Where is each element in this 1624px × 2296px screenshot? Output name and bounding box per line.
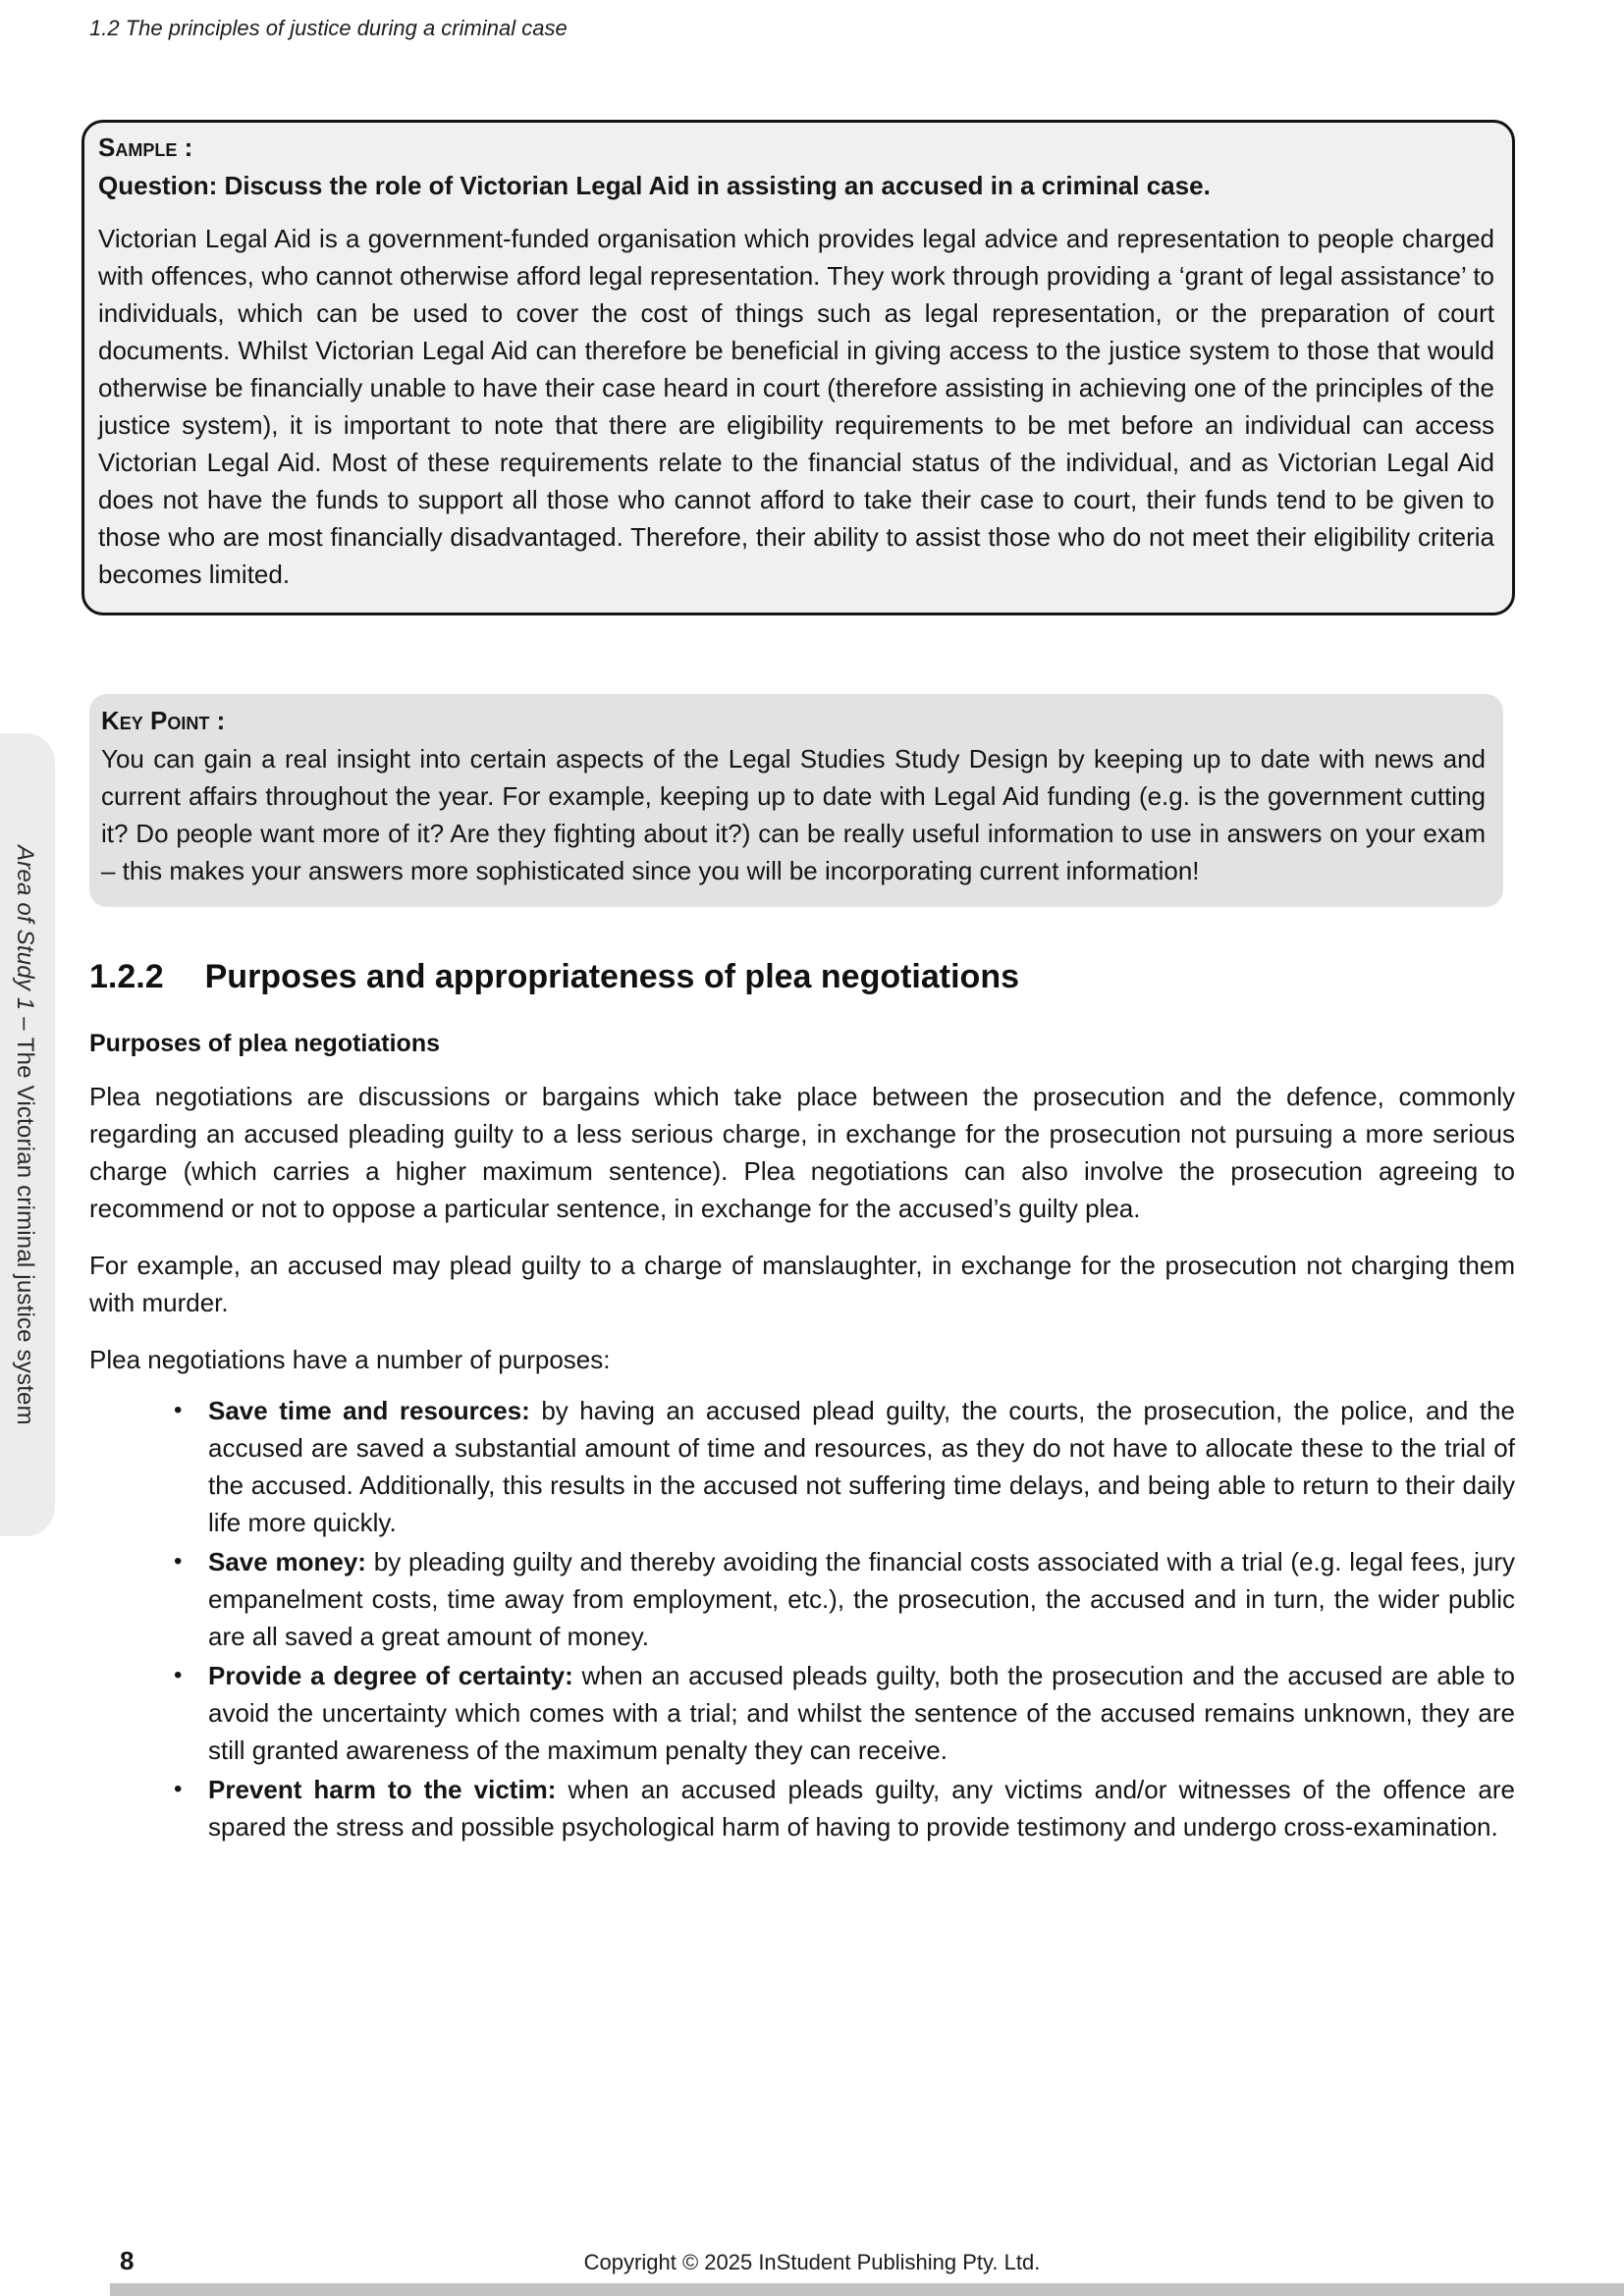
bullet-lead: Prevent harm to the victim:: [208, 1775, 557, 1804]
bullet-text: when an accused pleads guilty, any victims and/or witnesses of the offence are spared the stress and possible psychological harm of having to provide testimony and undergo cross-examination.: [208, 1775, 1515, 1842]
list-item: [89, 1657, 1515, 1769]
sidebar-label-italic: Area of Study 1 –: [12, 844, 38, 1038]
sidebar-label: [11, 845, 38, 1425]
bullet-text: by pleading guilty and thereby avoiding the financial costs associated with a trial (e.g. legal fees, jury empanelment costs, time away from employment, etc.), the prosecution, the accused and in turn, the wider public are all saved a great amount of money.: [208, 1547, 1515, 1651]
key-point-body: You can gain a real insight into certain aspects of the Legal Studies Study Design by keeping up to date with news and current affairs throughout the year. For example, keeping up to date with Legal Aid funding (e.g. is the government cutting it? Do people want more of it? Are they fighting about it?) can be really useful information to use in answers on your exam – this makes your answers more sophisticated since you will be incorporating current information!: [101, 744, 1486, 885]
list-item: [89, 1771, 1515, 1845]
list-item: [89, 1392, 1515, 1541]
bullet-text: by having an accused plead guilty, the courts, the prosecution, the police, and the accused are saved a substantial amount of time and resources, as they do not have to allocate these to the trial of the accused. Additionally, this results in the accused not suffering time delays, and being able to return to their daily life more quickly.: [208, 1396, 1515, 1537]
bullet-lead: Save time and resources:: [208, 1396, 530, 1425]
subsection-heading: Purposes of plea negotiations: [89, 1030, 440, 1057]
sidebar-label-regular: The Victorian criminal justice system: [12, 1037, 38, 1425]
key-point-label: Key Point :: [101, 706, 226, 735]
paragraph: Plea negotiations have a number of purposes:: [89, 1345, 611, 1374]
key-point-box: [89, 694, 1503, 907]
sample-question: Question: Discuss the role of Victorian Legal Aid in assisting an accused in a criminal case.: [98, 171, 1211, 200]
bullet-text: when an accused pleads guilty, both the prosecution and the accused are able to avoid the uncertainty which comes with a trial; and whilst the sentence of the accused remains unknown, they are still granted awareness of the maximum penalty they can receive.: [208, 1661, 1515, 1765]
sidebar-tab: [0, 733, 55, 1536]
page-number: 8: [120, 2246, 135, 2275]
bullet-lead: Save money:: [208, 1547, 366, 1576]
list-item: [89, 1543, 1515, 1655]
section-title: Purposes and appropriateness of plea negotiations: [204, 958, 1020, 995]
running-header: 1.2 The principles of justice during a criminal case: [89, 16, 568, 40]
paragraph: Plea negotiations are discussions or bargains which take place between the prosecution and the defence, commonly regarding an accused pleading guilty to a less serious charge, in exchange for the prosecution not pursuing a more serious charge (which carries a higher maximum sentence). Plea negotiations can also involve the prosecution agreeing to recommend or not to oppose a particular sentence, in exchange for the accused’s guilty plea.: [89, 1082, 1515, 1223]
purpose-list: [89, 1392, 1515, 1845]
sample-box-label: Sample :: [98, 133, 193, 162]
section-heading: [89, 958, 1515, 996]
sample-box: [81, 120, 1515, 615]
paragraph: For example, an accused may plead guilty to a charge of manslaughter, in exchange for the prosecution not charging them with murder.: [89, 1251, 1515, 1317]
bottom-edge-strip: [110, 2283, 1624, 2296]
bullet-lead: Provide a degree of certainty:: [208, 1661, 573, 1690]
page-content: [81, 120, 1515, 1845]
copyright-line: Copyright © 2025 InStudent Publishing Pty. Ltd.: [583, 2250, 1041, 2274]
section-number: 1.2.2: [89, 958, 164, 995]
sample-answer: Victorian Legal Aid is a government-funded organisation which provides legal advice and representation to people charged with offences, who cannot otherwise afford legal representation. They work through providing a ‘grant of legal assistance’ to individuals, which can be used to cover the cost of things such as legal representation, or the preparation of court documents. Whilst Victorian Legal Aid can therefore be beneficial in giving access to the justice system to those that would otherwise be financially unable to have their case heard in court (therefore assisting in achieving one of the principles of the justice system), it is important to note that there are eligibility requirements to be met before an individual can access Victorian Legal Aid. Most of these requirements relate to the financial status of the individual, and as Victorian Legal Aid does not have the funds to support all those who cannot afford to take their case to court, their funds tend to be given to those who are most financially disadvantaged. Therefore, their ability to assist those who do not meet their eligibility criteria becomes limited.: [98, 224, 1494, 589]
